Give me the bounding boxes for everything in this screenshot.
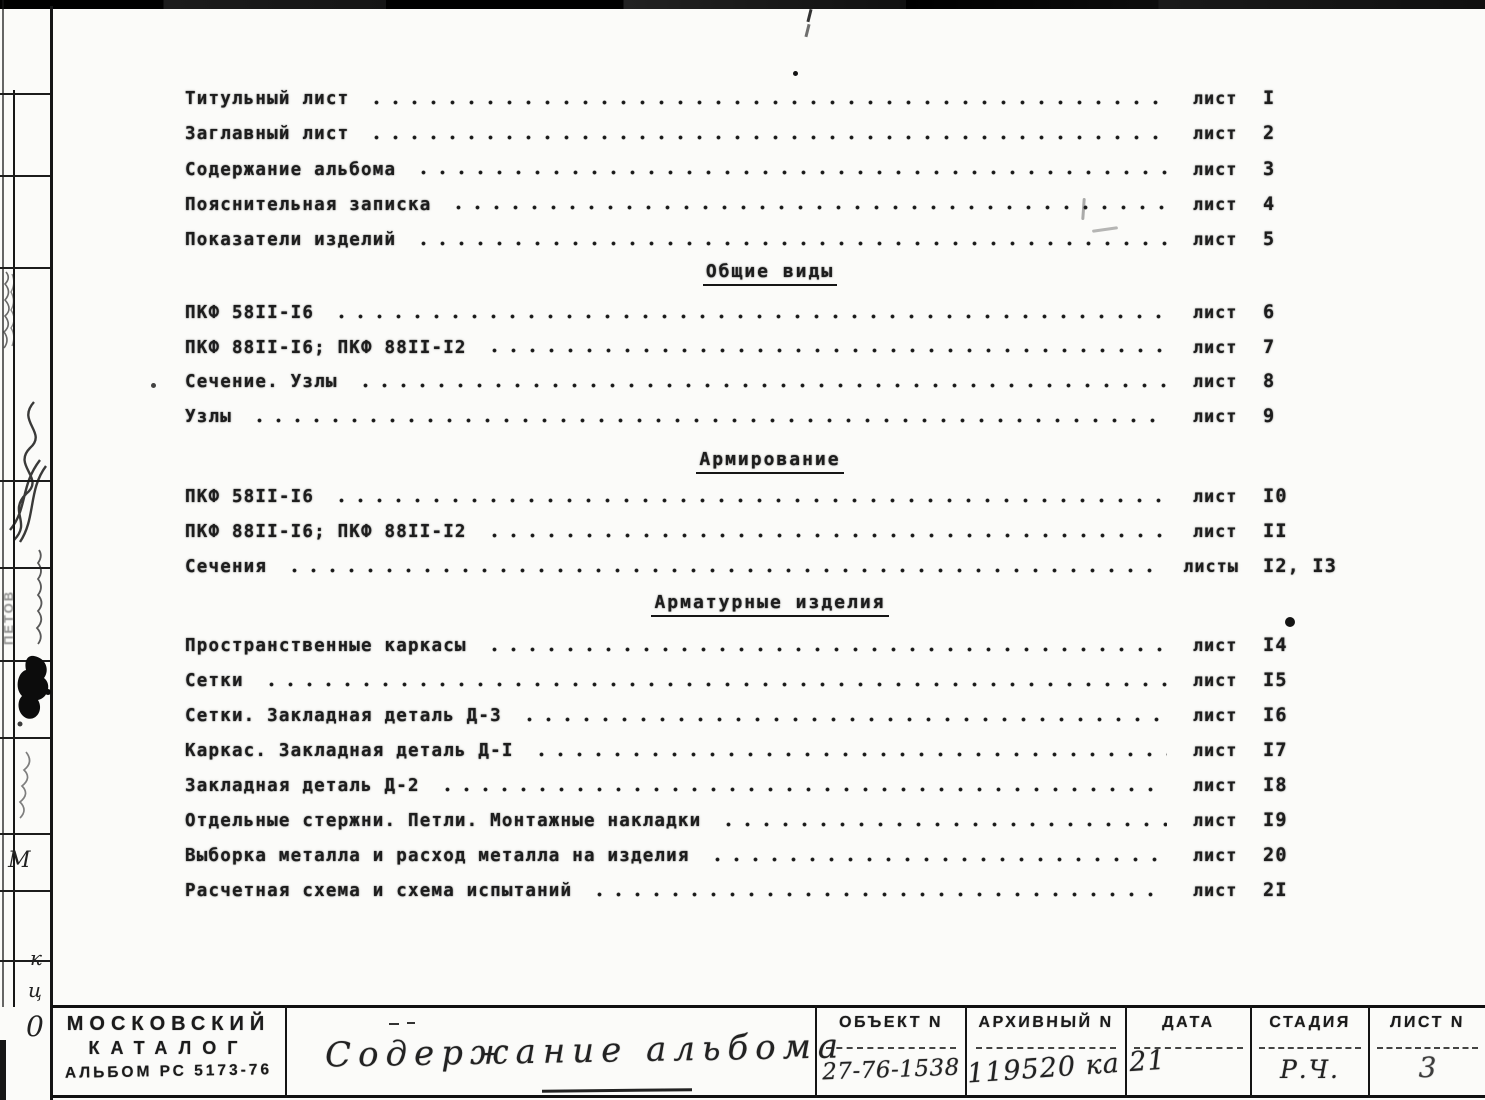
sheet-label: лист <box>1193 159 1238 179</box>
entry-title: Выборка металла и расход металла на изделия <box>185 846 690 866</box>
field-date <box>1125 1005 1250 1098</box>
dotted-leader <box>260 680 1167 689</box>
sheet-number: 9 <box>1263 406 1276 428</box>
toc-entry <box>185 371 1322 395</box>
sheet-number: 7 <box>1263 336 1276 358</box>
sheet-number: 5 <box>1263 229 1276 251</box>
ink-speck <box>1285 617 1295 627</box>
entry-title: Сечение. Узлы <box>185 372 338 393</box>
section-header: Общие виды <box>570 261 970 286</box>
entry-title: Сетки. Закладная деталь Д-3 <box>185 706 502 726</box>
field-object-label: ОБЪЕКТ N <box>838 1014 944 1031</box>
toc-entry <box>185 194 1322 218</box>
toc-entry <box>185 810 1322 834</box>
margin-letter: к <box>30 946 42 970</box>
margin-letter: 0 <box>26 1010 44 1043</box>
margin-stamp-text: ПЕТОВ <box>1 589 16 645</box>
tick-mark <box>804 24 810 37</box>
margin-stamp-scribble <box>0 270 18 350</box>
sheet-label: лист <box>1193 303 1238 322</box>
sheet-number: 2 <box>1263 123 1276 145</box>
dotted-leader <box>283 566 1157 575</box>
entry-title: Сечения <box>185 557 268 577</box>
field-sheet <box>1368 1005 1485 1098</box>
margin-letter: ц <box>28 978 42 1002</box>
sheet-label: лист <box>1193 522 1238 541</box>
field-date-label: ДАТА <box>1161 1014 1216 1031</box>
sheet-number: I8 <box>1263 775 1288 796</box>
ink-speck <box>151 383 156 388</box>
toc-entry <box>185 670 1322 694</box>
entry-title: ПКФ 58II-I6 <box>185 303 315 323</box>
entry-title: ПКФ 88II-I6; ПКФ 88II-I2 <box>185 337 467 358</box>
org-album-number: АЛЬБОМ РС 5173-76 <box>64 1061 273 1082</box>
sheet-label: лист <box>1193 776 1238 795</box>
toc-entry <box>185 229 1322 253</box>
entry-title: Сетки <box>185 671 244 691</box>
sheet-number: 6 <box>1263 302 1276 323</box>
frame-left-main <box>50 6 53 1100</box>
field-sheet-value: 3 <box>1418 1051 1437 1084</box>
sheet-label: лист <box>1193 741 1238 760</box>
pen-dash <box>389 1023 399 1025</box>
sheet-number: 20 <box>1263 845 1288 866</box>
sheet-label: лист <box>1193 811 1238 830</box>
dotted-leader <box>518 715 1167 724</box>
field-archive <box>965 1005 1167 1098</box>
dotted-leader <box>483 531 1167 540</box>
dotted-leader <box>717 820 1167 829</box>
margin-signature <box>6 390 52 545</box>
toc-entry <box>185 705 1322 729</box>
tick-mark <box>806 9 812 22</box>
sheet-label: лист <box>1193 846 1238 865</box>
field-stage <box>1250 1005 1368 1098</box>
section-header: Арматурные изделия <box>570 592 970 617</box>
field-stage-value: Р.Ч. <box>1279 1055 1341 1084</box>
margin-note-scribble <box>32 548 48 648</box>
sheet-number: I2, I3 <box>1263 556 1338 577</box>
entry-title: ПКФ 58II-I6 <box>185 487 315 507</box>
entry-title: Расчетная схема и схема испытаний <box>185 881 573 901</box>
scan-left-edge-bottom <box>0 1040 6 1100</box>
sheet-label: лист <box>1193 671 1238 690</box>
dotted-leader <box>436 785 1167 794</box>
sheet-label: лист <box>1193 881 1238 900</box>
field-sheet-label: ЛИСТ N <box>1389 1014 1466 1031</box>
ink-speck <box>793 71 798 76</box>
pen-dash <box>407 1022 415 1024</box>
field-archive-value: 119520 ка 21 <box>966 1044 1167 1090</box>
doc-title: Содержание альбома <box>324 1026 846 1076</box>
sheet-label: лист <box>1193 636 1238 655</box>
sheet-number: I0 <box>1263 486 1288 507</box>
dotted-leader <box>447 203 1167 212</box>
dotted-leader <box>706 855 1167 864</box>
toc-entry <box>185 740 1322 764</box>
toc-entry <box>185 775 1322 799</box>
margin-handwriting <box>10 742 44 822</box>
dotted-leader <box>248 416 1167 425</box>
sheet-number: I4 <box>1263 635 1288 656</box>
field-divider <box>1259 1047 1361 1049</box>
sheet-number: 8 <box>1263 371 1276 393</box>
entry-title: Показатели изделий <box>185 230 397 251</box>
sheet-label: лист <box>1193 230 1238 250</box>
margin-letter: М <box>8 848 31 873</box>
dotted-leader <box>483 645 1167 654</box>
entry-title: Содержание альбома <box>185 159 397 180</box>
org-name-line2: КАТАЛОГ <box>88 1038 249 1058</box>
entry-title: ПКФ 88II-I6; ПКФ 88II-I2 <box>185 522 467 542</box>
pen-dash <box>542 1088 692 1092</box>
toc-entry <box>185 880 1322 904</box>
entry-title: Закладная деталь Д-2 <box>185 776 420 796</box>
sheet-label: лист <box>1193 337 1238 357</box>
title-block-org-cell <box>50 1005 285 1098</box>
sheet-number: 2I <box>1263 880 1288 901</box>
section-header: Армирование <box>570 449 970 474</box>
toc-entry <box>185 521 1322 545</box>
scan-top-edge <box>0 0 1485 9</box>
toc-entry <box>185 556 1338 580</box>
sheet-label: лист <box>1193 89 1238 108</box>
frame-left-outer <box>2 0 4 1007</box>
sheet-number: I7 <box>1263 740 1288 761</box>
entry-title: Узлы <box>185 407 232 428</box>
toc-entry <box>185 123 1322 147</box>
title-block-doc-title-cell <box>285 1005 846 1098</box>
field-object-value: 27-76-1538 <box>821 1054 961 1086</box>
entry-title: Титульный лист <box>185 89 350 109</box>
sheet-label: листы <box>1183 557 1239 576</box>
toc-entry <box>185 406 1322 430</box>
field-object <box>815 1005 965 1098</box>
dotted-leader <box>588 890 1167 899</box>
toc-entry <box>185 88 1322 112</box>
field-archive-label: АРХИВНЫЙ N <box>978 1014 1114 1031</box>
field-divider <box>1134 1047 1242 1049</box>
field-divider <box>1377 1047 1478 1049</box>
sheet-label: лист <box>1193 706 1238 725</box>
sheet-number: II <box>1263 521 1288 542</box>
dotted-leader <box>365 98 1167 107</box>
dotted-leader <box>330 312 1167 321</box>
toc-entry <box>185 337 1322 361</box>
ink-blot <box>14 652 54 732</box>
dotted-leader <box>412 168 1167 177</box>
entry-title: Отдельные стержни. Петли. Монтажные накладки <box>185 811 702 831</box>
sheet-number: 4 <box>1263 193 1276 215</box>
sheet-label: лист <box>1193 124 1238 144</box>
toc-entry <box>185 159 1322 183</box>
field-divider <box>826 1047 956 1049</box>
sheet-number: I9 <box>1263 810 1288 831</box>
dotted-leader <box>412 239 1167 248</box>
sheet-number: I5 <box>1263 670 1288 691</box>
dotted-leader <box>365 133 1167 142</box>
dotted-leader <box>483 346 1167 355</box>
sheet-number: 3 <box>1263 158 1276 180</box>
entry-title: Пространственные каркасы <box>185 636 467 656</box>
toc-entry <box>185 635 1322 659</box>
dotted-leader <box>530 750 1167 759</box>
toc-entry <box>185 845 1322 869</box>
sheet-number: I <box>1263 88 1276 109</box>
toc-entry <box>185 486 1322 510</box>
sheet-label: лист <box>1193 407 1238 427</box>
sheet-label: лист <box>1193 372 1238 392</box>
dotted-leader <box>354 381 1167 390</box>
sheet-number: I6 <box>1263 705 1288 726</box>
dotted-leader <box>330 496 1167 505</box>
field-stage-label: СТАДИЯ <box>1268 1014 1352 1031</box>
entry-title: Каркас. Закладная деталь Д-I <box>185 741 514 761</box>
entry-title: Заглавный лист <box>185 124 350 145</box>
sheet-label: лист <box>1193 194 1238 214</box>
toc-entry <box>185 302 1322 326</box>
org-name-line1: МОСКОВСКИЙ <box>66 1013 271 1035</box>
sheet-label: лист <box>1193 487 1238 506</box>
entry-title: Пояснительная записка <box>185 194 432 215</box>
